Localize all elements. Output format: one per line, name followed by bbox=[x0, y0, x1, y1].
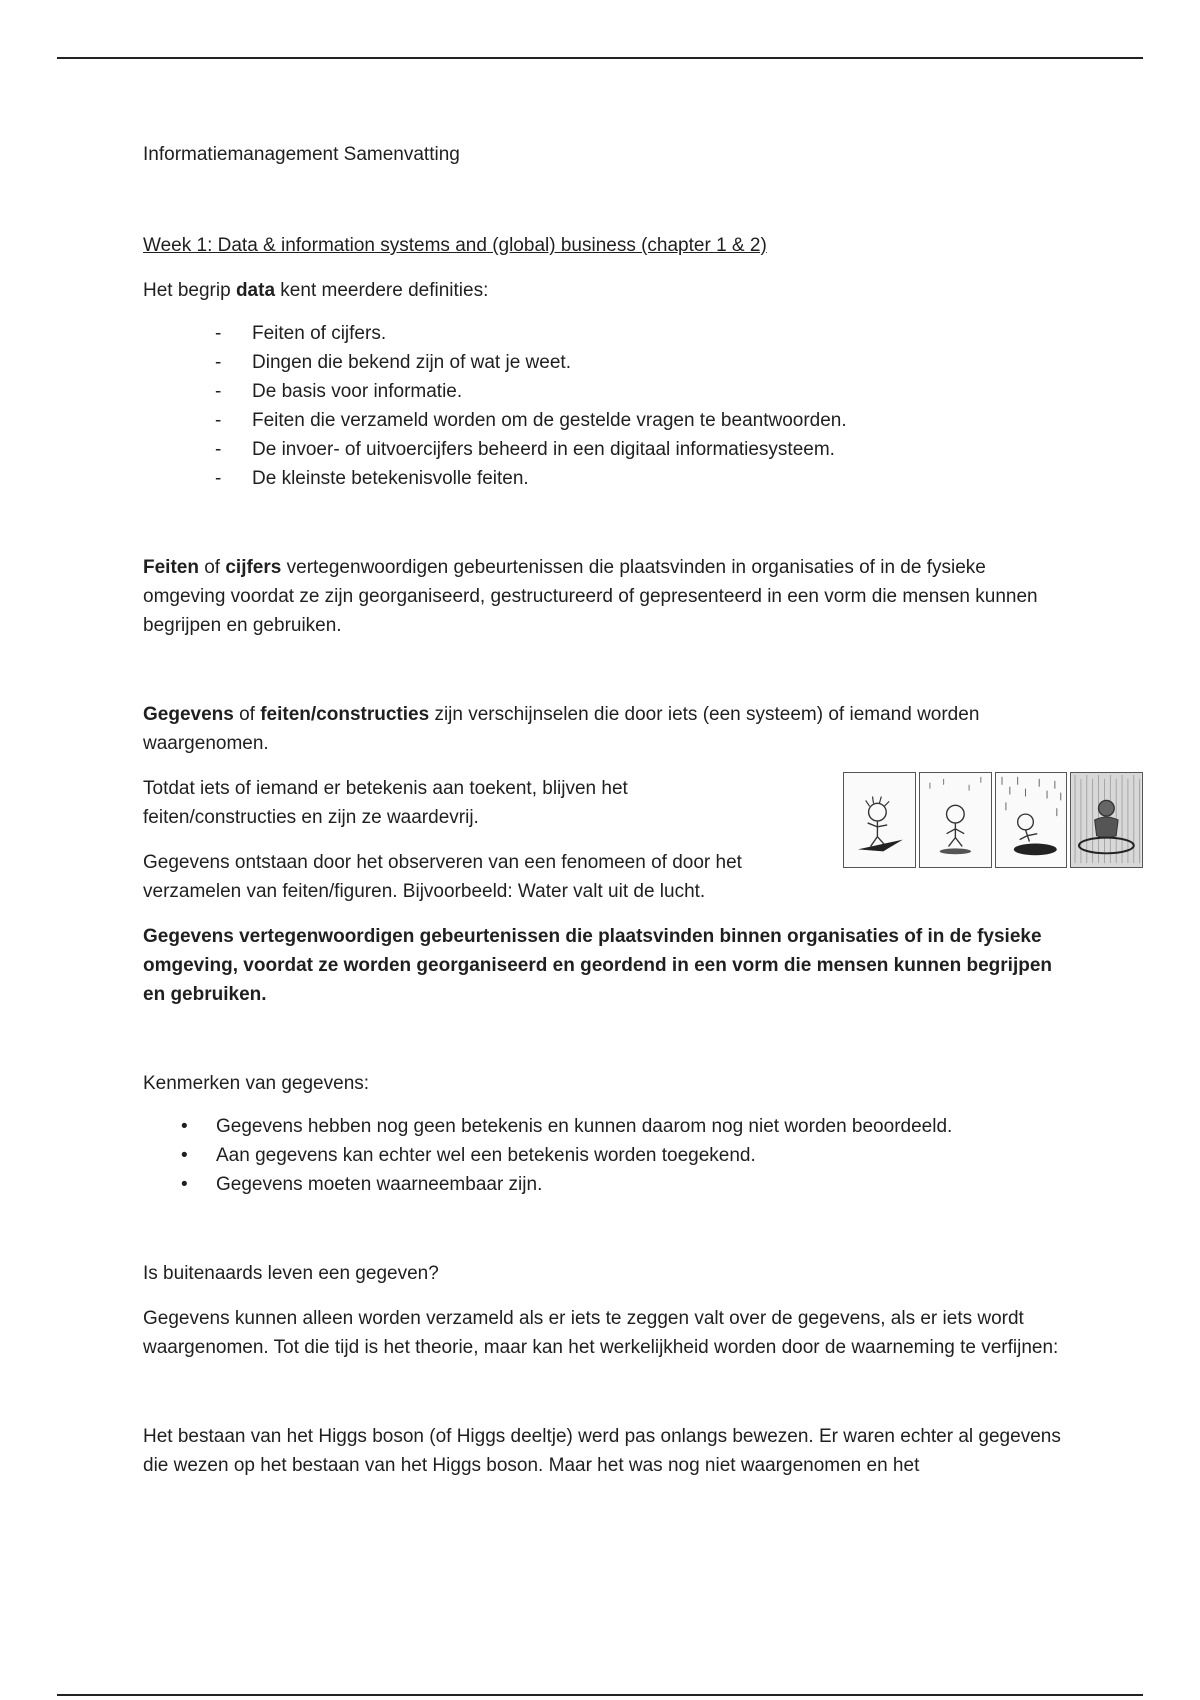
header-rule bbox=[57, 57, 1143, 59]
comic-strip-image bbox=[843, 772, 1143, 868]
bullet-marker: • bbox=[181, 1145, 188, 1166]
paragraph-verzameld: Gegevens kunnen alleen worden verzameld als er iets te zeggen valt over de gegevens, als er iets wordt waargenomen. Tot die tijd is het theorie, maar kan het werkelijkheid worden door de waarneming te verfijnen: bbox=[143, 1308, 1059, 1358]
week-heading: Week 1: Data & information systems and (global) business (chapter 1 & 2) bbox=[143, 235, 767, 256]
paragraph-gegevens bbox=[143, 700, 1063, 758]
dash-marker: - bbox=[215, 323, 222, 344]
document-title: Informatiemanagement Samenvatting bbox=[143, 144, 460, 165]
bold-term: feiten/constructies bbox=[260, 704, 430, 725]
list-item-text: Feiten die verzameld worden om de gestelde vragen te beantwoorden. bbox=[252, 410, 847, 431]
comic-boy-downpour-icon bbox=[1071, 773, 1142, 867]
paragraph-text: zijn verschijnselen die door iets (een systeem) of iemand worden waargenomen. bbox=[143, 704, 980, 754]
comic-boy-icon bbox=[844, 773, 915, 867]
list-item bbox=[143, 435, 1063, 464]
comic-panel bbox=[843, 772, 916, 868]
list-item bbox=[143, 1112, 1063, 1141]
comic-boy-rain-heavy-icon bbox=[996, 773, 1067, 867]
kenmerken-heading: Kenmerken van gegevens: bbox=[143, 1073, 370, 1094]
list-item bbox=[143, 319, 1063, 348]
connector-text: of bbox=[198, 557, 226, 578]
bold-term: Feiten bbox=[143, 557, 199, 578]
dash-marker: - bbox=[215, 410, 222, 431]
list-item-text: De basis voor informatie. bbox=[252, 381, 463, 402]
paragraph-feiten bbox=[143, 553, 1063, 640]
comic-boy-rain-icon bbox=[920, 773, 991, 867]
list-item bbox=[143, 406, 1063, 435]
dash-marker: - bbox=[215, 468, 222, 489]
list-item-text: Gegevens moeten waarneembaar zijn. bbox=[216, 1174, 543, 1195]
comic-panel bbox=[1070, 772, 1143, 868]
comic-panel bbox=[995, 772, 1068, 868]
data-intro bbox=[143, 276, 1063, 305]
bold-term: cijfers bbox=[225, 557, 282, 578]
list-item bbox=[143, 377, 1063, 406]
list-item-text: De kleinste betekenisvolle feiten. bbox=[252, 468, 529, 489]
footer-rule bbox=[57, 1694, 1143, 1696]
bullet-marker: • bbox=[181, 1116, 188, 1137]
bullet-marker: • bbox=[181, 1174, 188, 1195]
list-item-text: Aan gegevens kan echter wel een betekenis worden toegekend. bbox=[216, 1145, 756, 1166]
list-item bbox=[143, 1170, 1063, 1199]
question-heading: Is buitenaards leven een gegeven? bbox=[143, 1263, 439, 1284]
document-body bbox=[143, 140, 1063, 1480]
data-intro-after: kent meerdere definities: bbox=[275, 280, 489, 301]
paragraph-text: vertegenwoordigen gebeurtenissen die plaatsvinden in organisaties of in de fysieke omgeving voordat ze zijn georganiseerd, gestructureerd of gepresenteerd in een vorm die mensen kunnen begrijpen en gebruiken. bbox=[143, 557, 1038, 636]
list-item-text: De invoer- of uitvoercijfers beheerd in een digitaal informatiesysteem. bbox=[252, 439, 835, 460]
list-item bbox=[143, 464, 1063, 493]
definitions-list bbox=[143, 319, 1063, 493]
paragraph-ontstaan: Gegevens ontstaan door het observeren van een fenomeen of door het verzamelen van feiten/figuren. Bijvoorbeeld: Water valt uit de lucht. bbox=[143, 852, 742, 902]
dash-marker: - bbox=[215, 352, 222, 373]
list-item-text: Gegevens hebben nog geen betekenis en kunnen daarom nog niet worden beoordeeld. bbox=[216, 1116, 953, 1137]
connector-text: of bbox=[233, 704, 261, 725]
list-item-text: Dingen die bekend zijn of wat je weet. bbox=[252, 352, 571, 373]
kenmerken-list bbox=[143, 1112, 1063, 1199]
comic-panel bbox=[919, 772, 992, 868]
dash-marker: - bbox=[215, 381, 222, 402]
bold-paragraph: Gegevens vertegenwoordigen gebeurtenissen die plaatsvinden binnen organisaties of in de fysieke omgeving, voordat ze worden georganiseerd en geordend in een vorm die mensen kunnen begrijpen en gebruiken. bbox=[143, 926, 1053, 1005]
paragraph-higgs: Het bestaan van het Higgs boson (of Higgs deeltje) werd pas onlangs bewezen. Er waren echter al gegevens die wezen op het bestaan van het Higgs boson. Maar het was nog niet waargenomen en het bbox=[143, 1426, 1061, 1476]
bold-term: Gegevens bbox=[143, 704, 234, 725]
list-item bbox=[143, 1141, 1063, 1170]
dash-marker: - bbox=[215, 439, 222, 460]
data-intro-bold: data bbox=[235, 280, 276, 301]
list-item-text: Feiten of cijfers. bbox=[252, 323, 387, 344]
figure-section bbox=[143, 774, 1063, 906]
data-intro-before: Het begrip bbox=[143, 280, 236, 301]
list-item bbox=[143, 348, 1063, 377]
paragraph-waardevrij: Totdat iets of iemand er betekenis aan toekent, blijven het feiten/constructies en zijn ze waardevrij. bbox=[143, 778, 628, 828]
